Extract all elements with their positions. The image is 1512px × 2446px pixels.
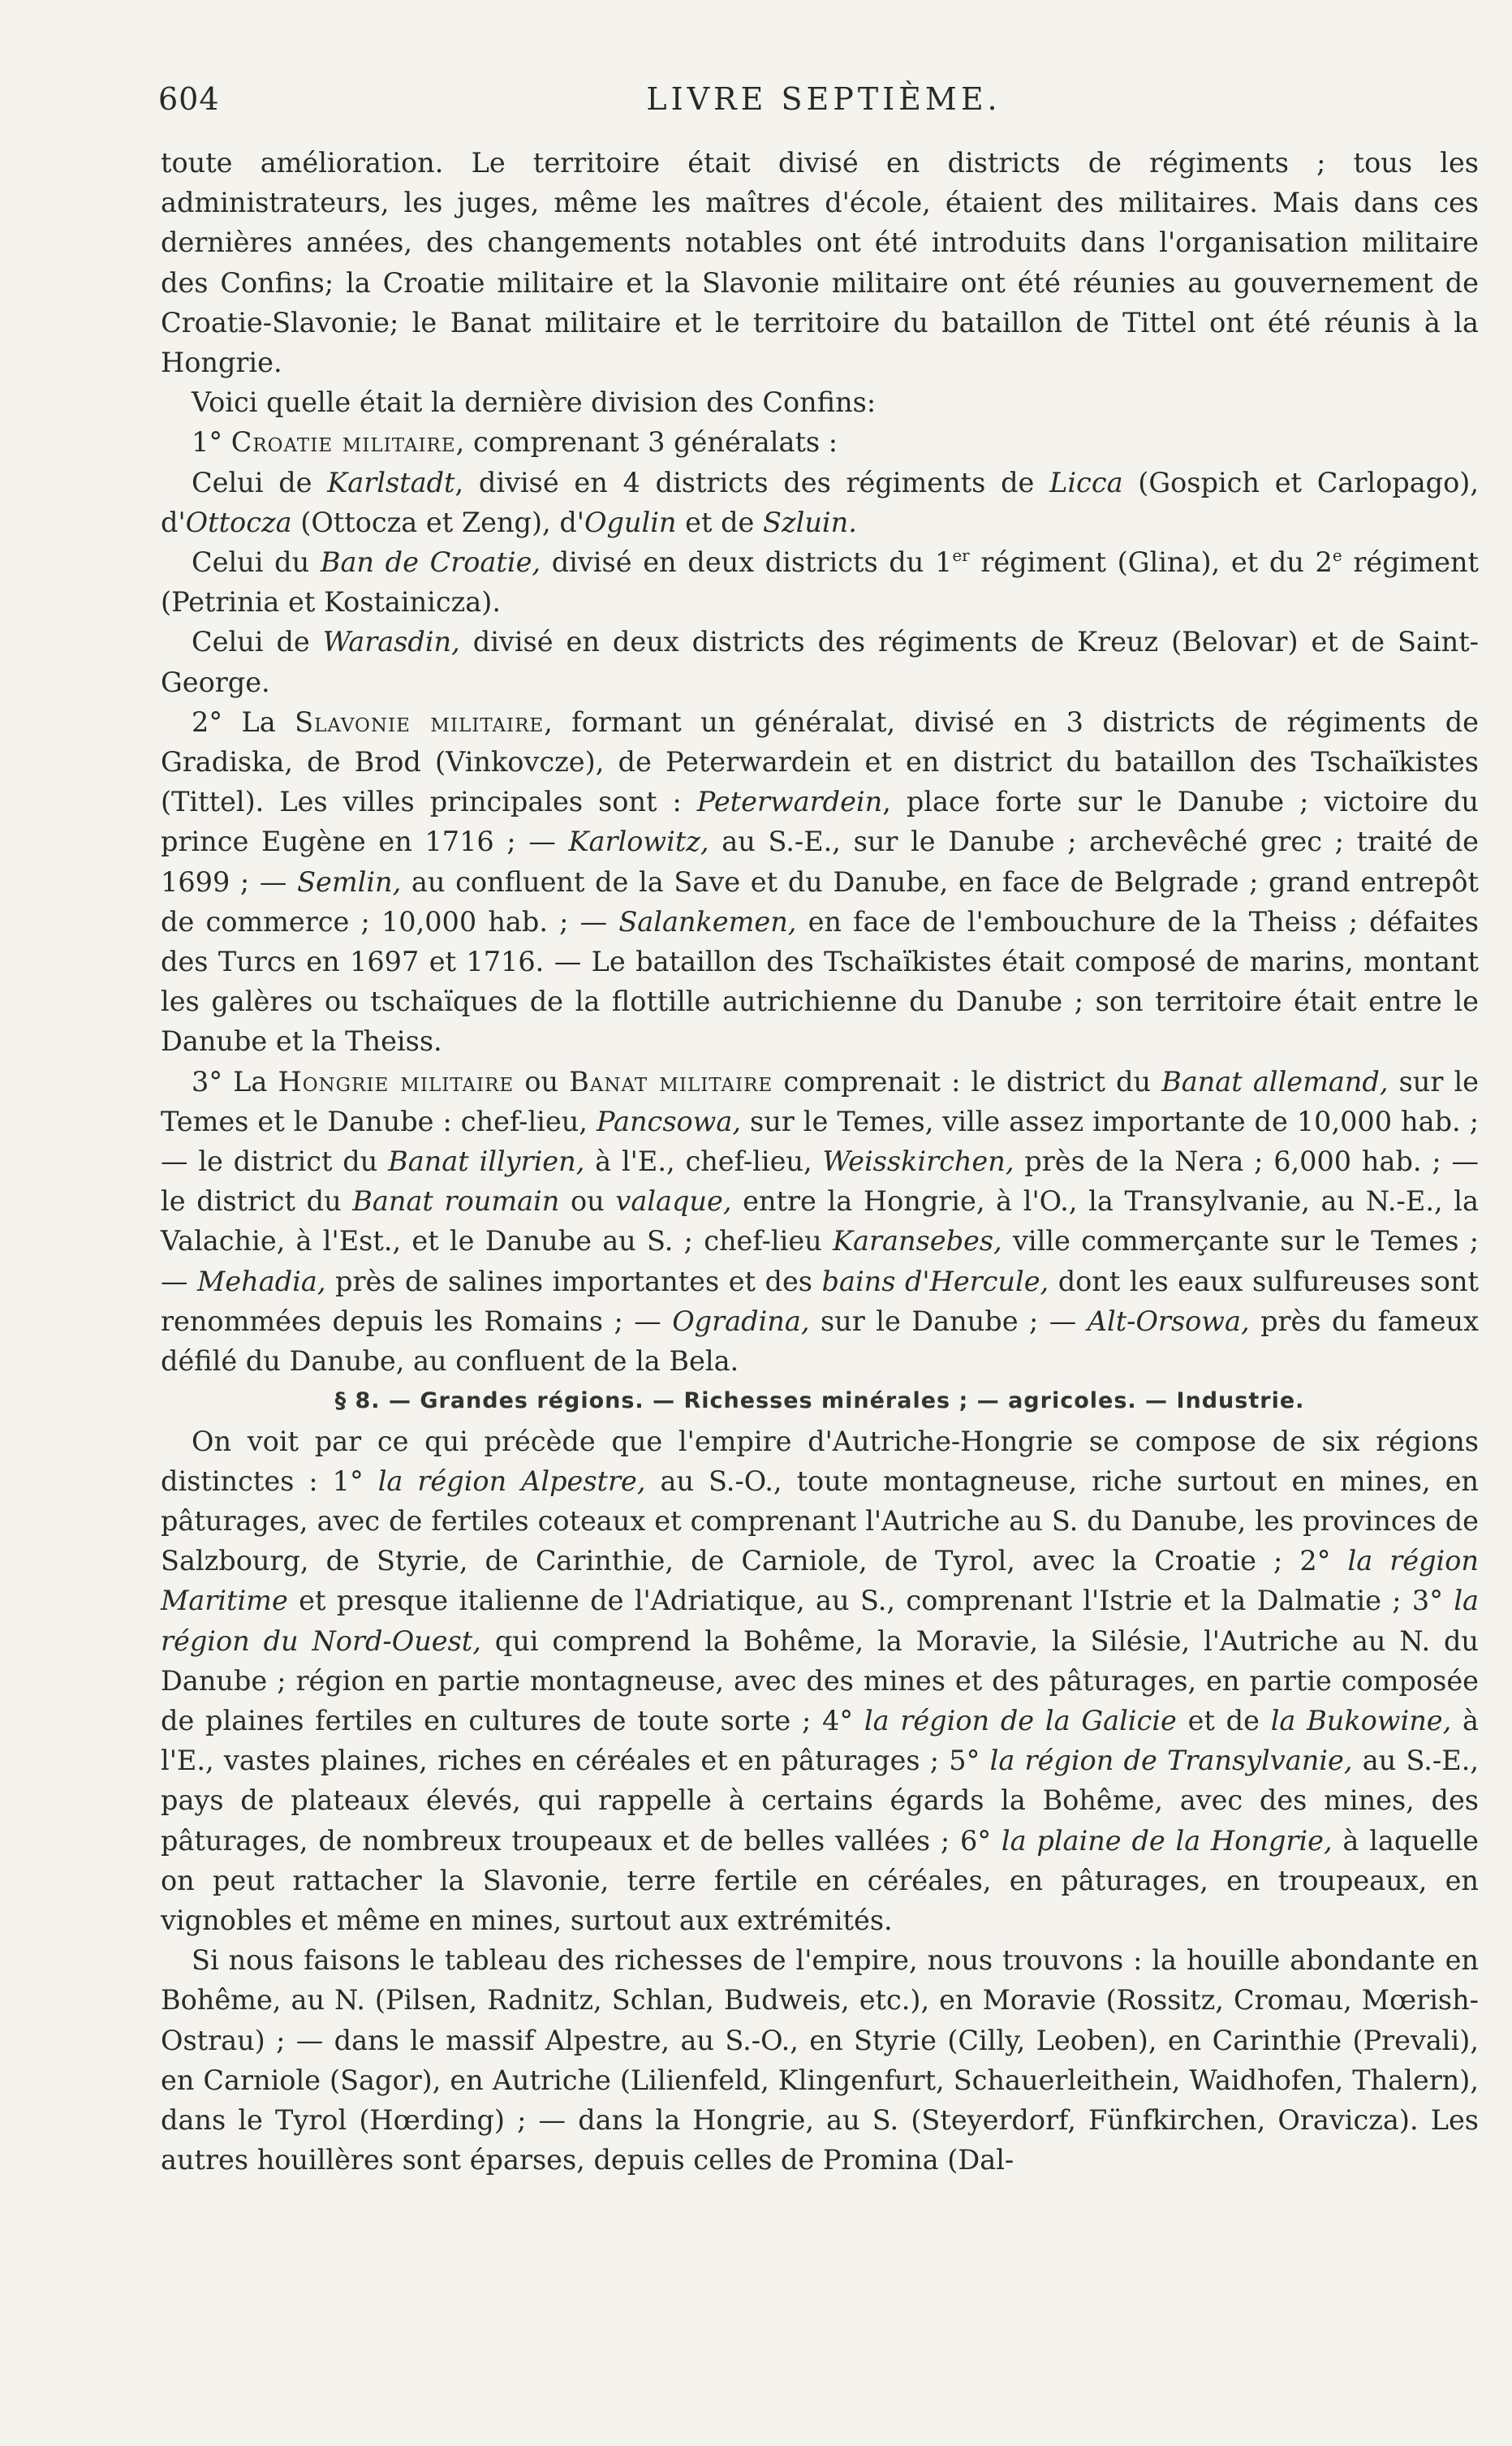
paragraph-warasdin: Celui de Warasdin, divisé en deux districts des régiments de Kreuz (Belovar) et de Saint-George. <box>161 626 1480 698</box>
section-heading: § 8. — Grandes régions. — Richesses minérales ; — agricoles. — Industrie. <box>334 1388 1305 1414</box>
page-body <box>161 143 1479 2180</box>
paragraph-hongrie-militaire: 3° La Hongrie militaire ou Banat militaire comprenait : le district du Banat allemand, sur le Temes et le Danube : chef-lieu, Pancsowa, sur le Temes, ville assez importante de 10,000 hab. ; — le district du Banat illyrien, à l'E., chef-lieu, Weisskirchen, près de la Nera ; 6,000 hab. ; — le district du Banat roumain ou valaque, entre la Hongrie, à l'O., la Transylvanie, au N.-E., la Valachie, à l'Est., et le Danube au S. ; chef-lieu Karansebes, ville commerçante sur le Temes ; — Mehadia, près de salines importantes et des bains d'Hercule, dont les eaux sulfureuses sont renommées depuis les Romains ; — Ogradina, sur le Danube ; — Alt-Orsowa, près du fameux défilé du Danube, au confluent de la Bela. <box>161 1065 1480 1378</box>
page-number: 604 <box>158 81 220 117</box>
running-title: LIVRE SEPTIÈME. <box>646 81 1002 117</box>
paragraph-richesses: Si nous faisons le tableau des richesses de l'empire, nous trouvons : la houille abondante en Bohême, au N. (Pilsen, Radnitz, Schlan, Budweis, etc.), en Moravie (Rossitz, Cromau, Mœrish-Ostrau) ; — dans le massif Alpestre, au S.-O., en Styrie (Cilly, Leoben), en Carinthie (Prevali), en Carniole (Sagor), en Autriche (Lilienfeld, Klingenfurt, Schauerleithein, Waidhofen, Thalern), dans le Tyrol (Hœrding) ; — dans la Hongrie, au S. (Steyerdorf, Fünfkirchen, Oravicza). Les autres houillères sont éparses, depuis celles de Promina (Dal- <box>161 1944 1479 2176</box>
paragraph-division-intro: Voici quelle était la dernière division des Confins: <box>192 386 877 419</box>
paragraph-croatie-militaire: 1° Croatie militaire, comprenant 3 généralats : <box>192 426 838 459</box>
paragraph-karlstadt: Celui de Karlstadt, divisé en 4 districts des régiments de Licca (Gospich et Carlopago), d'Ottocza (Ottocza et Zeng), d'Ogulin et de Szluin. <box>161 466 1480 538</box>
page-header <box>158 81 1489 130</box>
paragraph-six-regions: On voit par ce qui précède que l'empire d'Autriche-Hongrie se compose de six régions distinctes : 1° la région Alpestre, au S.-O., toute montagneuse, riche surtout en mines, en pâturages, avec de fertiles coteaux et comprenant l'Autriche au S. du Danube, les provinces de Salzbourg, de Styrie, de Carinthie, de Carniole, de Tyrol, avec la Croatie ; 2° la région Maritime et presque italienne de l'Adriatique, au S., comprenant l'Istrie et la Dalmatie ; 3° la région du Nord-Ouest, qui comprend la Bohême, la Moravie, la Silésie, l'Autriche au N. du Danube ; région en partie montagneuse, avec des mines et des pâturages, en partie composée de plaines fertiles en cultures de toute sorte ; 4° la région de la Galicie et de la Bukowine, à l'E., vastes plaines, riches en céréales et en pâturages ; 5° la région de Transylvanie, au S.-E., pays de plateaux élevés, qui rappelle à certains égards la Bohême, avec des mines, des pâturages, de nombreux troupeaux et de belles vallées ; 6° la plaine de la Hongrie, à laquelle on peut rattacher la Slavonie, terre fertile en céréales, en pâturages, en troupeaux, en vignobles et même en mines, surtout aux extrémités. <box>161 1425 1480 1936</box>
paragraph-slavonie-militaire: 2° La Slavonie militaire, formant un généralat, divisé en 3 districts de régiments de Gradiska, de Brod (Vinkovcze), de Peterwardein et en district du bataillon des Tschaïkistes (Tittel). Les villes principales sont : Peterwardein, place forte sur le Danube ; victoire du prince Eugène en 1716 ; — Karlowitz, au S.-E., sur le Danube ; archevêché grec ; traité de 1699 ; — Semlin, au confluent de la Save et du Danube, en face de Belgrade ; grand entrepôt de commerce ; 10,000 hab. ; — Salankemen, en face de l'embouchure de la Theiss ; défaites des Turcs en 1697 et 1716. — Le bataillon des Tschaïkistes était composé de marins, montant les galères ou tschaïques de la flottille autrichienne du Danube ; son territoire était entre le Danube et la Theiss. <box>161 705 1479 1058</box>
paragraph-confins: toute amélioration. Le territoire était divisé en districts de régiments ; tous les administrateurs, les juges, même les maîtres d'école, étaient des militaires. Mais dans ces dernières années, des changements notables ont été introduits dans l'organisation militaire des Confins; la Croatie militaire et la Slavonie militaire ont été réunies au gouvernement de Croatie-Slavonie; le Banat militaire et le territoire du bataillon de Tittel ont été réunis à la Hongrie. <box>161 147 1479 379</box>
paragraph-ban-de-croatie: Celui du Ban de Croatie, divisé en deux districts du 1er régiment (Glina), et du 2e régiment (Petrinia et Kostainicza). <box>161 546 1479 619</box>
